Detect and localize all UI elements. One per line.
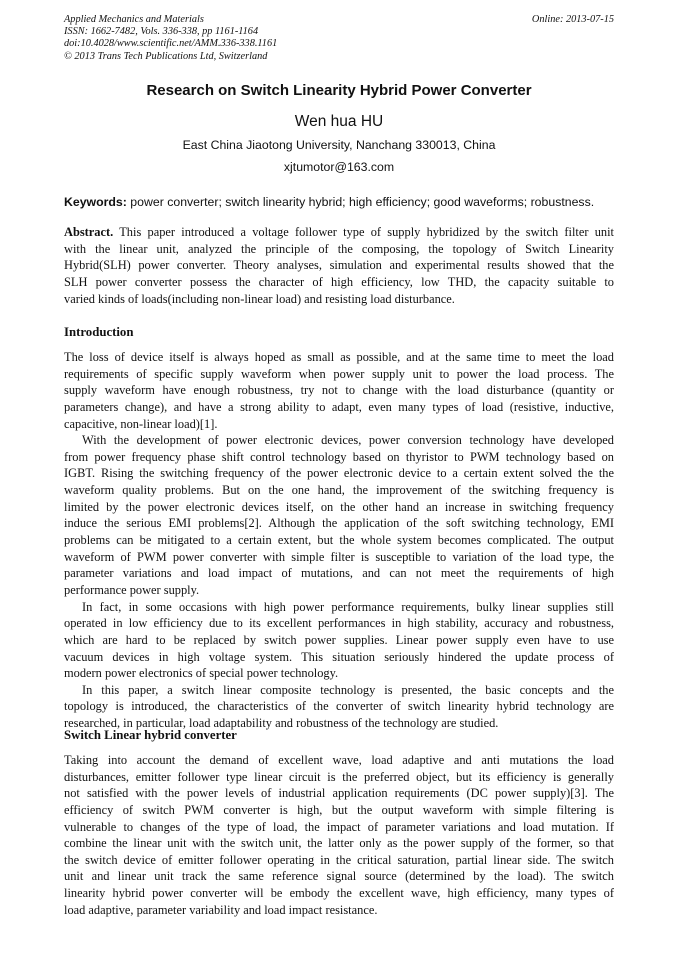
text-line: vulnerable to changes of the type of load, the impact of parameter variations and load mutation. If: [64, 819, 614, 834]
text-line: parameter variations and load impact of mutations, and can not meet the requirements of high: [64, 566, 614, 581]
text-line: the switch device of emitter follower operating in the critical saturation, partial linear side. The switch: [64, 852, 614, 867]
section-heading: Switch Linear hybrid converter: [64, 728, 237, 742]
text-line: disturbances, emitter follower type linear circuit is the preferred object, but its efficiency is generally: [64, 769, 614, 784]
text-line: requirements of specific supply waveform when power supply unit to power the load process. The: [64, 366, 614, 381]
text-line: In this paper, a switch linear composite technology is presented, the basic concepts and the: [82, 682, 614, 697]
text-line: from power frequency phase shift control technology based on thyristor to PWM technology based on: [64, 449, 614, 464]
text-line: waveform quality problems. But on the one hand, the improvement of the switching frequency is: [64, 483, 614, 498]
abstract-line: varied kinds of loads(including non-linear load) and resisting load disturbance.: [64, 291, 455, 306]
text-line: topology is introduced, the characteristics of the converter of switch linearity hybrid technology are: [64, 699, 614, 714]
doi: doi:10.4028/www.scientific.net/AMM.336-338.1161: [64, 38, 278, 50]
text-line: linearity hybrid power converter will be embody the excellent wave, high efficiency, many types of: [64, 886, 614, 901]
text-line: supply waveform have enough robustness, try not to change with the load disturbance (quantity or: [64, 383, 614, 398]
text-line: With the development of power electronic devices, power conversion technology have developed: [82, 433, 614, 448]
text-line: not satisfied with the power levels of industrial application requirements (DC power supply)[3]. The: [64, 786, 614, 801]
keywords-label: Keywords:: [64, 195, 127, 209]
text-line: limited by the power electronic devices itself, on the other hand an increase in switching frequency: [64, 499, 614, 514]
paper-title: Research on Switch Linearity Hybrid Power Converter: [146, 82, 532, 99]
text-line: IGBT. Rising the switching frequency of the power electronic device to a certain extent solved the the: [64, 466, 614, 481]
abstract-line: Hybrid(SLH) power converter. Theory analyses, simulation and experimental results showed that the: [64, 258, 614, 273]
section-body: [64, 752, 614, 918]
text-line: which are hard to be replaced by switch power supplies. Linear power supply even have to use: [64, 632, 614, 647]
text-line: capacitive, non-linear load)[1].: [64, 416, 218, 431]
text-line: modern power electronics of special power technology.: [64, 666, 339, 681]
author: Wen hua HU: [294, 113, 384, 130]
copyright: © 2013 Trans Tech Publications Ltd, Switzerland: [64, 50, 268, 62]
text-line: load adaptive, parameter variability and load impact resistance.: [64, 902, 378, 917]
abstract-line: SLH power converter possess the character of high efficiency, low THD, the capacity suitable to: [64, 274, 614, 289]
section-heading: Introduction: [64, 325, 134, 339]
text-line: vacuum devices in high voltage system. This situation seriously hindered the update process of: [64, 649, 614, 664]
issn: ISSN: 1662-7482, Vols. 336-338, pp 1161-1164: [64, 26, 259, 38]
text-line: performance power supply.: [64, 582, 200, 597]
abstract-line: with the linear unit, analyzed the principle of the composing, the topology of Switch Linearity: [64, 241, 614, 256]
journal-header: [64, 14, 277, 63]
keywords-text: power converter; switch linearity hybrid; high efficiency; good waveforms; robustness.: [126, 195, 595, 209]
text-line: Taking into account the demand of excellent wave, load adaptive and anti mutations the load: [64, 753, 614, 767]
email: xjtumotor@163.com: [283, 160, 395, 174]
text-line: induce the serious EMI problems[2]. Although the application of the soft switching technology, EMI: [64, 516, 614, 531]
text-line: unit and linear unit track the same reference signal source (determined by the load). The switch: [64, 869, 614, 884]
affiliation: East China Jiaotong University, Nanchang 330013, China: [182, 138, 496, 152]
abstract-line: Abstract. This paper introduced a voltage follower type of supply hybridized by the switch filter unit: [64, 225, 614, 239]
text-line: parameters change), and have a strong ability to adapt, even many types of load (resistive, inductive,: [64, 399, 614, 414]
text-line: researched, in particular, load adaptability and robustness of the technology are studied.: [64, 716, 499, 731]
abstract: [64, 224, 614, 307]
journal-name: Applied Mechanics and Materials: [64, 14, 204, 25]
text-line: problems can be mitigated to a certain extent, but the whole system becomes complicated. The output: [64, 533, 614, 548]
text-line: In fact, in some occasions with high power performance requirements, bulky linear supplies still: [82, 599, 614, 614]
online-date: Online: 2013-07-15: [531, 14, 614, 25]
keywords: [64, 195, 594, 209]
section-body: [64, 349, 614, 732]
text-line: The loss of device itself is always hoped as small as possible, and at the same time to meet the load: [64, 350, 614, 364]
text-line: combine the linear unit with the switch unit, the latter only as the power supply of the former, so that: [64, 836, 614, 851]
abstract-label: Abstract.: [64, 225, 114, 239]
text-line: operated in low efficiency due to its excellent performances in high stability, accuracy and robustness,: [64, 616, 614, 631]
text-line: efficiency of switch PWM converter is high, but the output waveform with simple filtering is: [64, 802, 614, 817]
text-line: waveform of PWM power converter with simple filter is susceptible to variation of the load type, the: [64, 549, 614, 564]
